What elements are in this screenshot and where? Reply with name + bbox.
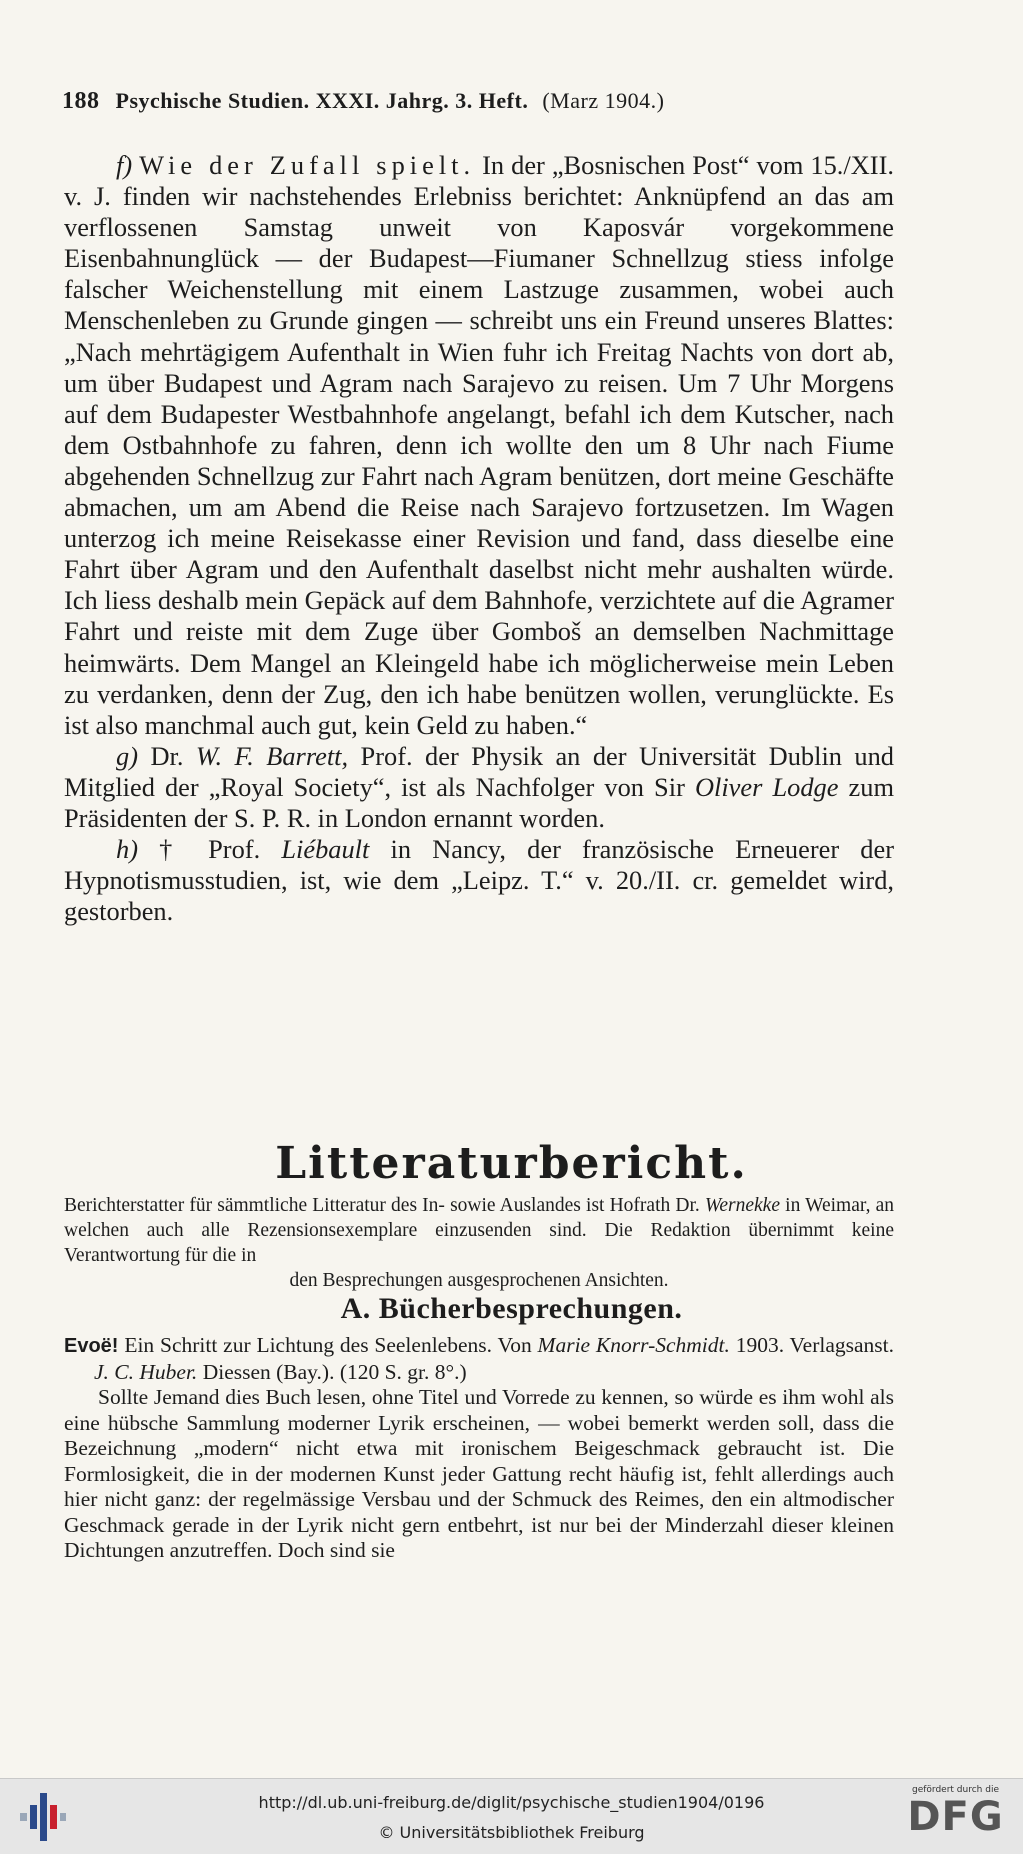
page-number: 188 bbox=[62, 88, 100, 114]
running-header bbox=[62, 88, 894, 115]
subsection-title: A. Bücherbesprechungen. bbox=[340, 1292, 683, 1325]
review-publisher: J. C. Huber. bbox=[94, 1359, 198, 1384]
review-title: Ein Schritt zur Lichtung des Seelenlebens. Von bbox=[124, 1333, 532, 1357]
note-text-2: in Weimar, an welchen auch alle Rezensionsexemplare einzusenden sind. Die Redaktion übernimmt keine Verantwortung für die in bbox=[64, 1195, 895, 1266]
journal-title: Psychische Studien. XXXI. Jahrg. 3. Heft. bbox=[115, 88, 529, 113]
dfg-logo bbox=[898, 1785, 1013, 1849]
item-g-label: g) bbox=[116, 740, 138, 771]
news-items bbox=[64, 150, 894, 927]
review-keyword: Evoë! bbox=[64, 1335, 119, 1357]
section-title: Litteraturbericht. bbox=[275, 1138, 748, 1189]
editorial-note bbox=[64, 1193, 894, 1293]
book-review bbox=[64, 1333, 894, 1564]
viewer-footer bbox=[0, 1778, 1023, 1854]
review-citation bbox=[64, 1333, 894, 1385]
dfg-caption: gefördert durch die bbox=[912, 1785, 999, 1795]
item-h-label: h) bbox=[116, 834, 138, 865]
item-g-name-lodge: Oliver Lodge bbox=[694, 771, 839, 802]
note-text-3: den Besprechungen ausgesprochenen Ansichten. bbox=[289, 1270, 669, 1291]
copyright-notice: © Universitätsbibliothek Freiburg bbox=[378, 1823, 645, 1842]
review-author: Marie Knorr-Schmidt. bbox=[537, 1333, 730, 1357]
item-h bbox=[64, 834, 894, 927]
review-meta-1: 1903. Verlagsanst. bbox=[735, 1333, 895, 1357]
dfg-logo-text: DFG bbox=[907, 1794, 1004, 1840]
item-f-label: f) bbox=[116, 150, 133, 180]
item-f-text: In der „Bosnischen Post“ vom 15./XII. v. J. finden wir nachstehendes Erlebniss berichtet: Anknüpfend an das am verflossenen Samstag unweit von Kaposvár vorgekommene Eisenbahnunglück — der Budapest—Fiumaner Schnellzug stiess infolge falscher Weichenstellung mit einem Lastzuge zusammen, wobei auch Menschenleben zu Grunde gingen — schreibt uns ein Freund unseres Blattes: „Nach mehrtägigem Aufenthalt in Wien fuhr ich Freitag Nachts von dort ab, um über Budapest und Agram nach Sarajevo zu reisen. Um 7 Uhr Morgens auf dem Budapester Westbahnhofe angelangt, befahl ich dem Kutscher, nach dem Ostbahnhofe zu fahren, denn ich wollte den um 8 Uhr nach Fiume abgehenden Schnellzug zur Fahrt nach Agram benützen, dort meine Geschäfte abmachen, um am Abend die Reise nach Sarajevo fortzusetzen. Im Wagen unterzog ich meine Reisekasse einer Revision und fand, dass dieselbe eine Fahrt über Agram und den Aufenthalt daselbst nicht mehr aushalten würde. Ich liess deshalb mein Gepäck auf dem Bahnhofe, verzichtete auf die Agramer Fahrt und reiste mit dem Zuge über Gomboš an demselben Nachmittage heimwärts. Dem Mangel an Kleingeld habe ich möglicherweise mein Leben zu verdanken, denn der Zug, den ich habe benützen wollen, verunglückte. Es ist also manchmal auch gut, kein Geld zu haben.“ bbox=[64, 150, 894, 740]
item-f-title: Wie der Zufall spielt. bbox=[139, 150, 476, 180]
source-url[interactable]: http://dl.ub.uni-freiburg.de/diglit/psychische_studien1904/0196 bbox=[258, 1793, 765, 1812]
item-h-text-2: in Nancy, der französische Erneuerer der Hypnotismusstudien, ist, wie dem „Leipz. T.“ v. 20./II. cr. gemeldet wird, gestorben. bbox=[64, 834, 894, 927]
note-text-1: Berichterstatter für sämmtliche Litteratur des In- sowie Auslandes ist Hofrath Dr. bbox=[64, 1195, 700, 1216]
review-body: Sollte Jemand dies Buch lesen, ohne Titel und Vorrede zu kennen, so würde es ihm wohl als eine hübsche Sammlung moderner Lyrik erscheinen, — wobei bemerkt werden soll, dass die Bezeichnung „modern“ nicht etwa mit ironischem Beigeschmack gebraucht ist. Die Formlosigkeit, die in der modernen Kunst jeder Gattung recht häufig ist, fehlt allerdings auch hier nicht ganz: der regelmässige Versbau und der Schmuck des Reimes, den ein altmodischer Geschmack gerade in der Lyrik nicht gern entbehrt, ist nur bei der Minderzahl dieser kleinen Dichtungen anzutreffen. Doch sind sie bbox=[64, 1385, 894, 1562]
item-g-text-2: Prof. der Physik an der Universität Dublin und Mitglied der „Royal Society“, ist als Nachfolger von Sir bbox=[64, 740, 894, 802]
item-g-text-3: zum Präsidenten der S. P. R. in London ernannt worden. bbox=[64, 771, 894, 833]
item-f bbox=[64, 150, 894, 741]
item-g-name-barrett: W. F. Barrett, bbox=[195, 740, 349, 771]
item-g bbox=[64, 741, 894, 834]
review-meta-2: Diessen (Bay.). (120 S. gr. 8°.) bbox=[202, 1359, 467, 1384]
item-g-text-1: Dr. bbox=[150, 740, 184, 771]
item-h-name-liebault: Liébault bbox=[281, 834, 370, 865]
note-name: Wernekke bbox=[704, 1195, 780, 1216]
issue-date: (Marz 1904.) bbox=[542, 88, 665, 113]
item-h-text-1: † Prof. bbox=[159, 834, 261, 865]
